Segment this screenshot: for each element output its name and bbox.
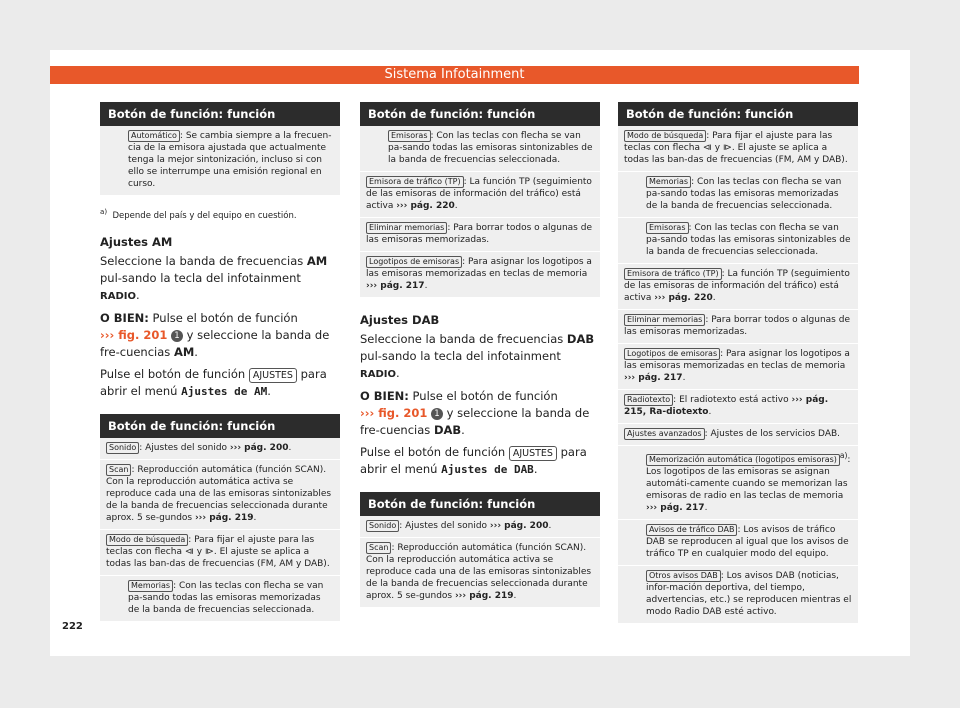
row-description: : Los logotipos de las emisoras se asignan automáti-camente cuando se memorizan las emisoras de radio en las teclas de memoria — [646, 455, 851, 501]
am-paragraph-1: Seleccione la banda de frecuencias AM pul-sando la tecla del infotainment RADIO. — [100, 253, 328, 302]
page-reference-link[interactable]: ››› pág. 217 — [646, 503, 705, 513]
row-description: : La función TP (seguimiento de las emisoras de información del tráfico) está activa — [366, 177, 592, 211]
row-end: . — [424, 281, 428, 291]
page-number: 222 — [62, 621, 83, 632]
am-heading: Ajustes AM — [100, 234, 173, 249]
dab-paragraph-2: O BIEN: Pulse el botón de función ››› fig. 201 1 y seleccione la banda de fre-cuencias DAB. — [360, 389, 590, 437]
row-end: . — [253, 512, 257, 523]
row-description: : Se cambia siempre a la frecuen-cia de la emisora ajustada que actualmente tenga la mejor sintonización, incluso si con ello se interrumpe una emisión regional en curso. — [128, 131, 332, 189]
callout-number: 1 — [171, 330, 183, 342]
ajustes-button[interactable]: AJUSTES — [509, 446, 557, 461]
table-row — [618, 389, 858, 423]
function-table-am-top — [100, 102, 340, 195]
function-button-label: Avisos de tráfico DAB — [646, 524, 737, 536]
table-row — [100, 575, 340, 621]
function-table-am-cont — [360, 102, 600, 297]
function-table-dab — [360, 492, 600, 607]
column-3 — [618, 102, 858, 623]
row-description: : Los avisos de tráfico DAB se reproducen al igual que los avisos de tráfico TP en cualquier modo del equipo. — [646, 525, 849, 559]
section-header: Sistema Infotainment — [50, 66, 859, 84]
function-button-label: Emisora de tráfico (TP) — [624, 268, 722, 280]
function-button-label: Scan — [106, 464, 131, 476]
table-row — [100, 529, 340, 575]
function-button-label: Radiotexto — [624, 394, 673, 406]
row-description: : Con las teclas con flecha se van pa-sando todas las emisoras sintonizables de la banda de frecuencias seleccionada. — [646, 223, 851, 257]
table-row — [618, 126, 858, 171]
radio-key-label: RADIO — [360, 369, 396, 380]
function-button-label: Memorias — [646, 176, 691, 188]
column-2 — [360, 102, 600, 607]
menu-name: Ajustes de AM — [181, 384, 268, 398]
page-reference-link[interactable]: ››› pág. 219 — [454, 591, 514, 601]
table-row — [618, 519, 858, 565]
am-paragraph-2: O BIEN: Pulse el botón de función ››› fig. 201 1 y seleccione la banda de fre-cuencias AM. — [100, 310, 330, 359]
page-reference-link[interactable]: ››› pág. 220 — [654, 293, 713, 303]
am-paragraph-3: Pulse el botón de función AJUSTES para abrir el menú Ajustes de AM. — [100, 366, 327, 398]
row-end: . — [704, 503, 708, 513]
function-button-label: Modo de búsqueda — [106, 534, 188, 546]
table-header: Botón de función: función — [618, 102, 858, 126]
function-button-label: Sonido — [366, 520, 399, 532]
page-reference-link[interactable]: ››› pág. 200 — [229, 442, 289, 453]
row-description: : Con las teclas con flecha se van pa-sando todas las emisoras memorizadas de la banda de frecuencias seleccionada. — [128, 580, 324, 615]
row-description: : Reproducción automática (función SCAN). Con la reproducción automática activa se reproduce cada una de las emisoras sintonizables de la banda de frecuencias seleccionada durante aprox. 5 se-gundos — [366, 543, 592, 601]
figure-link[interactable]: ››› fig. 201 — [360, 406, 428, 420]
row-description: : Ajustes del sonido — [139, 442, 230, 453]
row-description: : Para fijar el ajuste para las teclas con flecha ⧏ y ⧐. El ajuste se aplica a todas las ban-das de frecuencias (FM, AM y DAB). — [624, 131, 848, 165]
figure-link[interactable]: ››› fig. 201 — [100, 327, 168, 342]
row-end: . — [454, 201, 458, 211]
function-button-label: Ajustes avanzados — [624, 428, 705, 440]
page-reference-link[interactable]: ››› pág. 200 — [489, 521, 549, 531]
table-row — [618, 565, 858, 623]
row-end: . — [513, 591, 517, 601]
table-header: Botón de función: función — [360, 102, 600, 126]
page-reference-link[interactable]: ››› pág. 215, Ra-diotexto — [624, 395, 829, 417]
row-description: : Para borrar todos o algunas de las emisoras memorizadas. — [366, 223, 592, 245]
radio-key-label: RADIO — [100, 290, 136, 302]
row-end: . — [712, 293, 716, 303]
function-button-label: Scan — [366, 542, 391, 554]
function-button-label: Memorización automática (logotipos emisoras) — [646, 454, 840, 466]
footnote-mark: a) — [839, 451, 848, 460]
table-row — [360, 171, 600, 217]
function-button-label: Eliminar memorias — [624, 314, 705, 326]
table-header: Botón de función: función — [100, 414, 340, 438]
function-button-label: Automático — [128, 130, 180, 142]
table-row — [360, 217, 600, 251]
function-button-label: Memorias — [128, 580, 173, 592]
table-row — [100, 459, 340, 529]
ajustes-button[interactable]: AJUSTES — [249, 368, 297, 383]
row-description: : Ajustes de los servicios DAB. — [704, 429, 841, 439]
function-button-label: Logotipos de emisoras — [366, 256, 462, 268]
function-table-dab-cont — [618, 102, 858, 623]
row-description: : El radiotexto está activo — [673, 395, 792, 405]
table-header: Botón de función: función — [100, 102, 340, 126]
function-button-label: Emisora de tráfico (TP) — [366, 176, 464, 188]
table-row — [618, 445, 858, 519]
function-button-label: Logotipos de emisoras — [624, 348, 720, 360]
function-table-am — [100, 414, 340, 621]
callout-number: 1 — [431, 408, 443, 420]
row-description: : Ajustes del sonido — [399, 521, 490, 531]
table-row — [618, 263, 858, 309]
menu-name: Ajustes de DAB — [441, 463, 534, 476]
row-description: : Los avisos DAB (noticias, infor-mación deportiva, del tiempo, advertencias, etc.) se reproducen mientras el modo Radio DAB esté activo. — [646, 571, 852, 617]
row-end: . — [548, 521, 552, 531]
page-reference-link[interactable]: ››› pág. 220 — [396, 201, 455, 211]
footnote: $^{a)}$ Depende del país y del equipo en cuestión. — [100, 207, 297, 221]
row-description: : Reproducción automática (función SCAN). Con la reproducción automática activa se reproduce cada una de las emisoras sintonizables de la banda de frecuencias seleccionada durante aprox. 5 se-gundos — [106, 464, 332, 523]
page-reference-link[interactable]: ››› pág. 219 — [194, 512, 254, 523]
function-button-label: Emisoras — [646, 222, 689, 234]
function-button-label: Emisoras — [388, 130, 431, 142]
dab-paragraph-3: Pulse el botón de función AJUSTES para abrir el menú Ajustes de DAB. — [360, 445, 587, 476]
row-end: . — [708, 407, 712, 417]
table-row — [618, 343, 858, 389]
row-end: . — [682, 373, 686, 383]
column-1 — [100, 102, 340, 621]
row-description: : Con las teclas con flecha se van pa-sando todas las emisoras memorizadas de la banda de frecuencias seleccionada. — [646, 177, 842, 211]
table-row — [360, 126, 600, 171]
function-button-label: Eliminar memorias — [366, 222, 447, 234]
table-row — [618, 171, 858, 217]
function-button-label: Sonido — [106, 442, 139, 454]
function-button-label: Modo de búsqueda — [624, 130, 706, 142]
row-end: . — [288, 442, 292, 453]
page-reference-link[interactable]: ››› pág. 217 — [624, 373, 683, 383]
row-description: : Con las teclas con flecha se van pa-sando todas las emisoras sintonizables de la banda de frecuencias seleccionada. — [388, 131, 593, 165]
row-description: : Para asignar los logotipos a las emisoras memorizadas en teclas de memoria — [624, 349, 850, 371]
row-description: : Para borrar todos o algunas de las emisoras memorizadas. — [624, 315, 850, 337]
table-row — [360, 251, 600, 297]
table-row — [360, 516, 600, 537]
row-description: : Para fijar el ajuste para las teclas con flecha ⧏ y ⧐. El ajuste se aplica a todas las ban-das de frecuencias (FM, AM y DAB). — [106, 534, 330, 569]
table-row — [618, 309, 858, 343]
dab-heading: Ajustes DAB — [360, 313, 440, 327]
table-header: Botón de función: función — [360, 492, 600, 516]
table-row — [618, 423, 858, 445]
row-description: : Para asignar los logotipos a las emisoras memorizadas en teclas de memoria — [366, 257, 592, 279]
table-row — [100, 438, 340, 459]
table-row — [360, 537, 600, 607]
dab-paragraph-1: Seleccione la banda de frecuencias DAB pul-sando la tecla del infotainment RADIO. — [360, 332, 595, 380]
row-description: : La función TP (seguimiento de las emisoras de información del tráfico) está activa — [624, 269, 850, 303]
function-button-label: Otros avisos DAB — [646, 570, 721, 582]
table-row — [100, 126, 340, 195]
table-row — [618, 217, 858, 263]
page-reference-link[interactable]: ››› pág. 217 — [366, 281, 425, 291]
